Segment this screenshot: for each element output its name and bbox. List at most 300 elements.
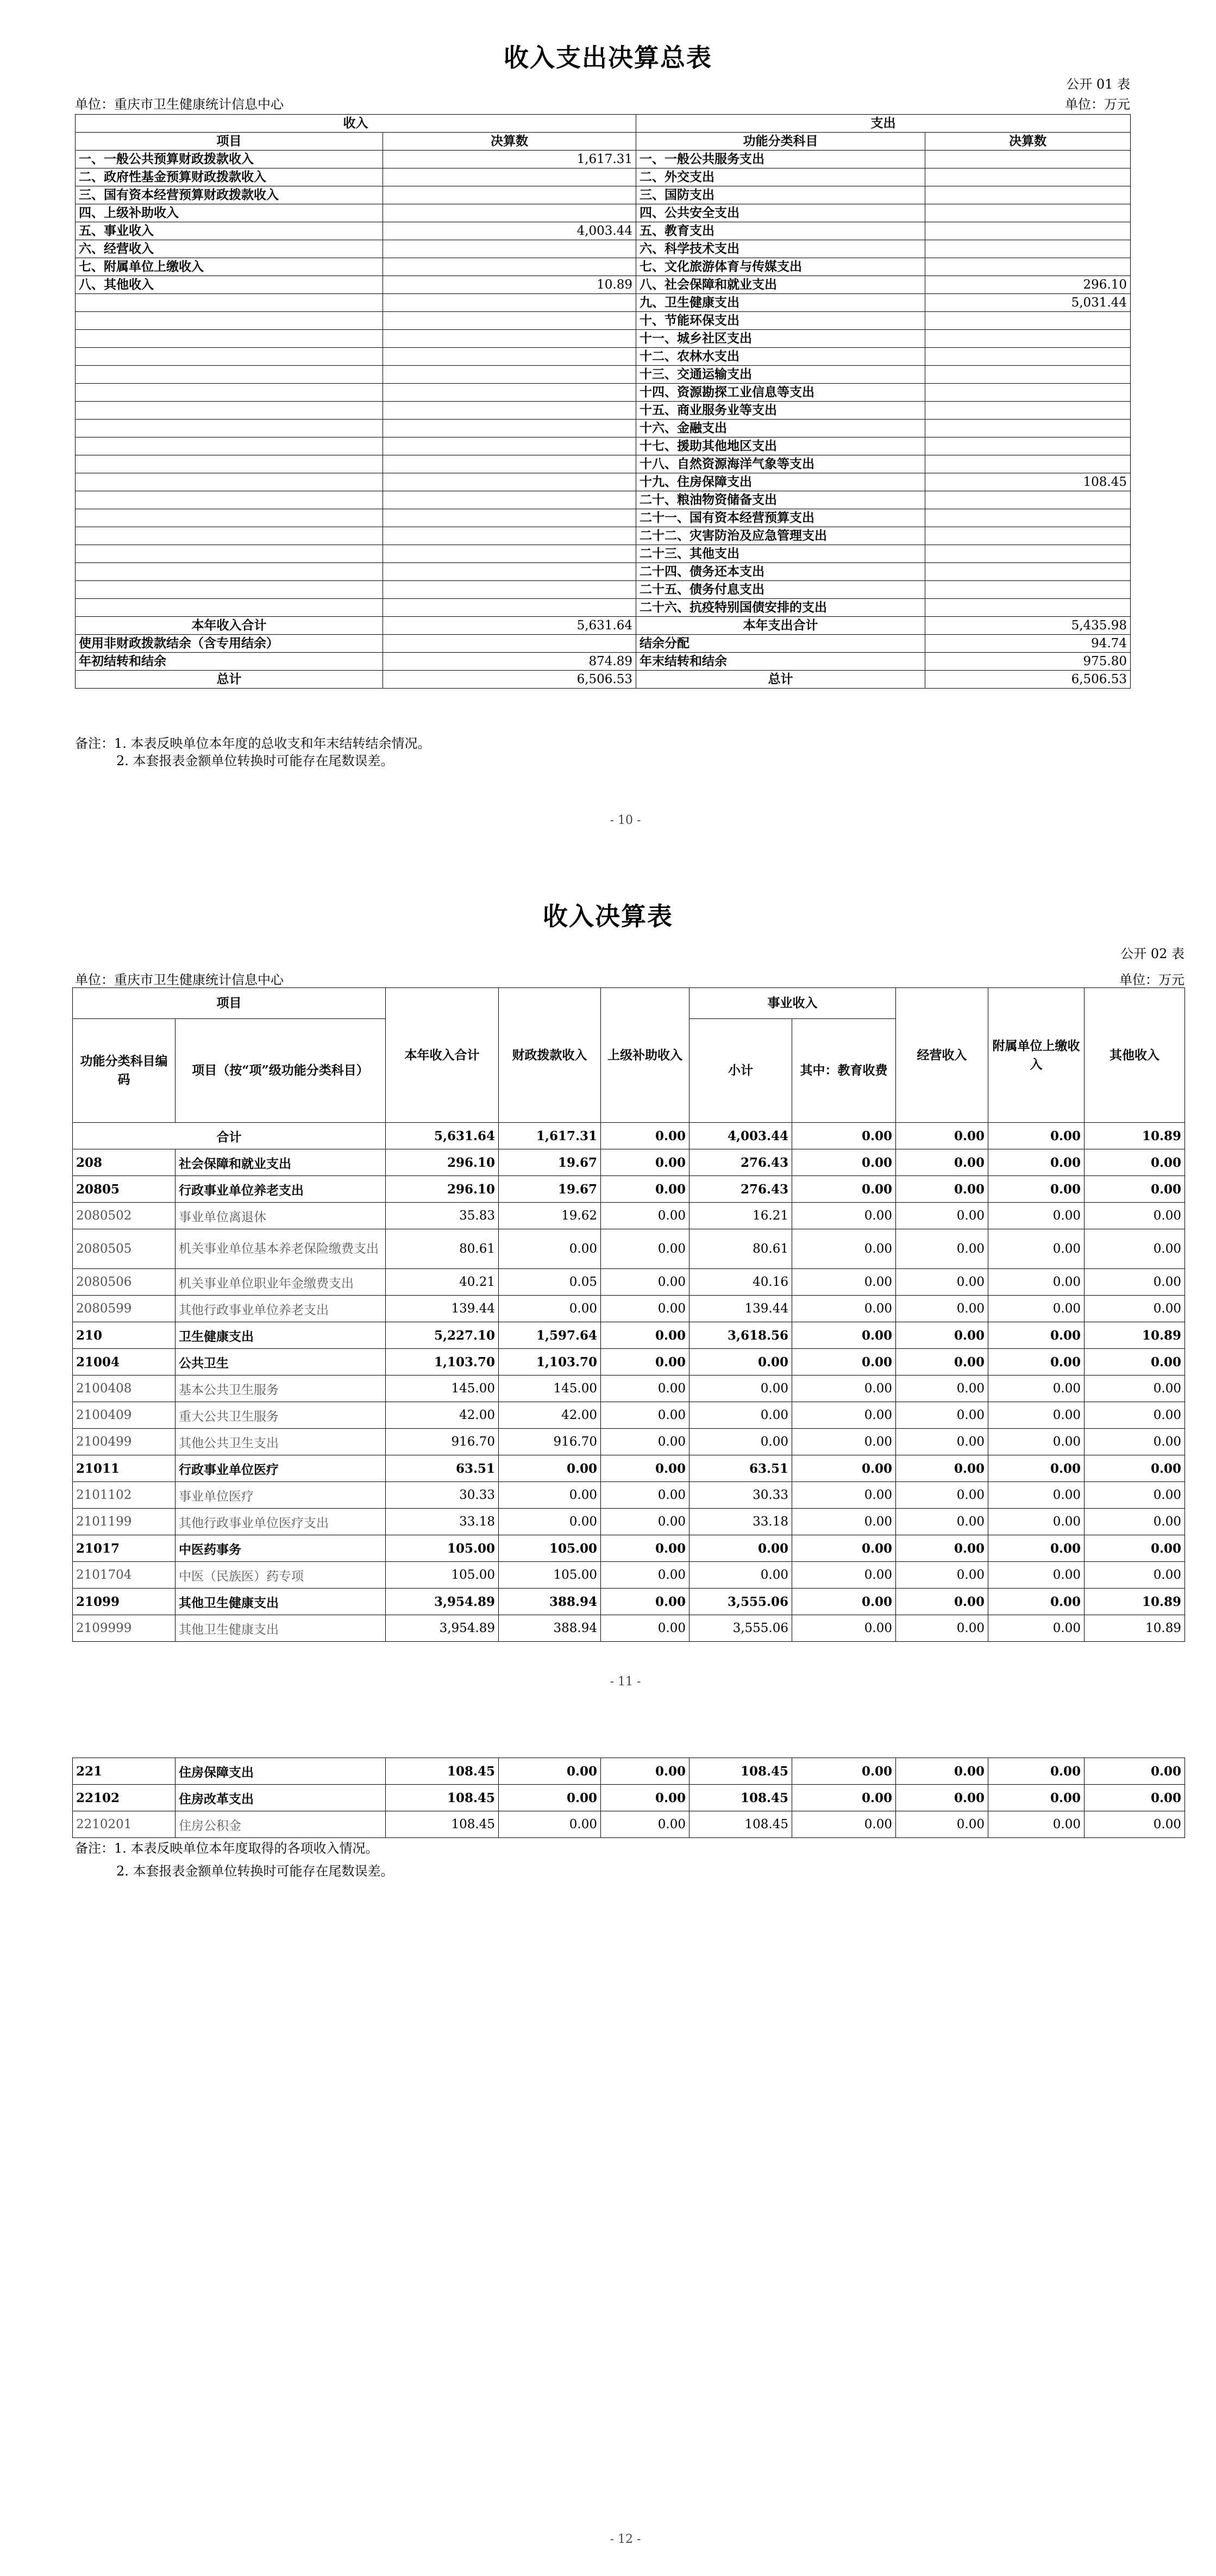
function-code: 2080505 [73, 1229, 175, 1269]
expense-item: 二十一、国有资本经营预算支出 [636, 509, 925, 527]
affiliate-income-value: 0.00 [988, 1589, 1085, 1615]
expense-amount [925, 509, 1131, 527]
expense-item: 十六、金融支出 [636, 420, 925, 437]
superior-subsidy-value: 0.00 [601, 1123, 690, 1149]
affiliate-income-value: 0.00 [988, 1535, 1085, 1562]
edu-fee-value: 0.00 [792, 1562, 896, 1589]
career-subtotal-value: 3,555.06 [690, 1615, 792, 1642]
other-income-value: 0.00 [1085, 1482, 1185, 1509]
summary-row [76, 455, 1131, 473]
superior-subsidy-value: 0.00 [601, 1562, 690, 1589]
expense-amount [925, 151, 1131, 168]
expense-item: 十三、交通运输支出 [636, 366, 925, 384]
summary-row [76, 491, 1131, 509]
total-income-value: 63.51 [386, 1455, 499, 1482]
edu-fee-value: 0.00 [792, 1176, 896, 1203]
income-item: 三、国有资本经营预算财政拨款收入 [76, 186, 383, 204]
total-income-value: 1,103.70 [386, 1349, 499, 1375]
function-code: 2080502 [73, 1203, 175, 1229]
fiscal-income-value: 0.00 [499, 1229, 601, 1269]
expense-item: 五、教育支出 [636, 222, 925, 240]
total-income-value: 3,954.89 [386, 1589, 499, 1615]
other-income-value: 0.00 [1085, 1203, 1185, 1229]
business-income-value: 0.00 [896, 1535, 988, 1562]
income-summary-label: 年初结转和结余 [76, 653, 383, 671]
other-income-value: 0.00 [1085, 1402, 1185, 1429]
item-header: 项目 [76, 133, 383, 151]
table-row [73, 1269, 1185, 1296]
income-item [76, 366, 383, 384]
expense-header: 支出 [636, 115, 1131, 133]
edu-fee-value: 0.00 [792, 1429, 896, 1455]
edu-fee-value: 0.00 [792, 1811, 896, 1838]
career-subtotal-value: 108.45 [690, 1758, 792, 1785]
function-name: 卫生健康支出 [175, 1322, 386, 1349]
function-code: 21004 [73, 1349, 175, 1375]
fiscal-income-value: 19.67 [499, 1176, 601, 1203]
edu-fee-value: 0.00 [792, 1375, 896, 1402]
summary-row [76, 437, 1131, 455]
career-subtotal-value: 108.45 [690, 1811, 792, 1838]
function-code: 2101102 [73, 1482, 175, 1509]
function-name: 机关事业单位职业年金缴费支出 [175, 1269, 386, 1296]
superior-subsidy-value: 0.00 [601, 1785, 690, 1811]
superior-subsidy-value: 0.00 [601, 1758, 690, 1785]
edu-fee-value: 0.00 [792, 1203, 896, 1229]
fiscal-income-value: 0.00 [499, 1758, 601, 1785]
superior-subsidy-value: 0.00 [601, 1322, 690, 1349]
table-row [73, 1176, 1185, 1203]
edu-fee-value: 0.00 [792, 1535, 896, 1562]
expense-summary-amount: 94.74 [925, 635, 1131, 653]
total-income-value: 3,954.89 [386, 1615, 499, 1642]
superior-subsidy-value: 0.00 [601, 1203, 690, 1229]
fiscal-income-value: 1,617.31 [499, 1123, 601, 1149]
career-subtotal-value: 30.33 [690, 1482, 792, 1509]
superior-subsidy-value: 0.00 [601, 1229, 690, 1269]
function-name: 机关事业单位基本养老保险缴费支出 [175, 1229, 386, 1269]
income-amount [383, 204, 636, 222]
page3-note-2: 2. 本套报表金额单位转换时可能存在尾数误差。 [116, 1864, 394, 1879]
page1-note-1: 备注：1. 本表反映单位本年度的总收支和年末结转结余情况。 [75, 736, 431, 751]
income-amount [383, 294, 636, 312]
fiscal-income-value: 145.00 [499, 1375, 601, 1402]
expense-amount [925, 168, 1131, 186]
edu-fee-value: 0.00 [792, 1402, 896, 1429]
business-income-value: 0.00 [896, 1811, 988, 1838]
total-income-value: 35.83 [386, 1203, 499, 1229]
function-name: 其他公共卫生支出 [175, 1429, 386, 1455]
income-amount [383, 258, 636, 276]
expense-item: 二、外交支出 [636, 168, 925, 186]
edu-fee-value: 0.00 [792, 1229, 896, 1269]
career-subtotal-value: 0.00 [690, 1429, 792, 1455]
affiliate-income-value: 0.00 [988, 1296, 1085, 1322]
other-income-value: 10.89 [1085, 1589, 1185, 1615]
income-item [76, 420, 383, 437]
income-item [76, 294, 383, 312]
summary-row [76, 312, 1131, 330]
edu-fee-value: 0.00 [792, 1509, 896, 1535]
amount2-header: 决算数 [925, 133, 1131, 151]
page3-note-1: 备注：1. 本表反映单位本年度取得的各项收入情况。 [75, 1841, 379, 1856]
expense-item: 一、一般公共服务支出 [636, 151, 925, 168]
page1-title: 收入支出决算总表 [504, 43, 712, 72]
table-row [73, 1455, 1185, 1482]
table-row [73, 1349, 1185, 1375]
function-name: 其他行政事业单位养老支出 [175, 1296, 386, 1322]
fiscal-income-value: 19.62 [499, 1203, 601, 1229]
income-amount: 4,003.44 [383, 222, 636, 240]
income-item [76, 330, 383, 348]
business-income-header: 经营收入 [896, 988, 988, 1123]
table-row [73, 1589, 1185, 1615]
total-income-value: 5,631.64 [386, 1123, 499, 1149]
total-income-value: 139.44 [386, 1296, 499, 1322]
function-code: 2100499 [73, 1429, 175, 1455]
income-item: 八、其他收入 [76, 276, 383, 294]
expense-summary-amount: 6,506.53 [925, 671, 1131, 689]
income-summary-amount: 6,506.53 [383, 671, 636, 689]
career-subtotal-value: 16.21 [690, 1203, 792, 1229]
edu-fee-value: 0.00 [792, 1785, 896, 1811]
affiliate-income-header: 附属单位上缴收入 [988, 988, 1085, 1123]
fiscal-income-value: 1,103.70 [499, 1349, 601, 1375]
income-item [76, 545, 383, 563]
summary-row [76, 240, 1131, 258]
career-subtotal-value: 0.00 [690, 1349, 792, 1375]
affiliate-income-value: 0.00 [988, 1123, 1085, 1149]
income-summary-amount [383, 635, 636, 653]
function-name: 行政事业单位养老支出 [175, 1176, 386, 1203]
summary-total-row [76, 671, 1131, 689]
superior-subsidy-value: 0.00 [601, 1811, 690, 1838]
summary-total-row [76, 653, 1131, 671]
expense-item: 十五、商业服务业等支出 [636, 402, 925, 420]
expense-item: 十二、农林水支出 [636, 348, 925, 366]
income-amount [383, 509, 636, 527]
summary-row [76, 151, 1131, 168]
total-income-value: 296.10 [386, 1149, 499, 1176]
function-code: 2101199 [73, 1509, 175, 1535]
affiliate-income-value: 0.00 [988, 1402, 1085, 1429]
income-item [76, 402, 383, 420]
page2-title: 收入决算表 [543, 902, 673, 931]
career-subtotal-value: 0.00 [690, 1535, 792, 1562]
income-item [76, 509, 383, 527]
income-item [76, 384, 383, 402]
income-amount: 1,617.31 [383, 151, 636, 168]
expense-amount: 5,031.44 [925, 294, 1131, 312]
edu-fee-header: 其中：教育收费 [792, 1019, 896, 1123]
expense-amount [925, 240, 1131, 258]
income-table-continued [72, 1758, 1185, 1838]
expense-summary-label: 本年支出合计 [636, 617, 925, 635]
page2-form-code: 公开 02 表 [1120, 946, 1184, 961]
income-item: 一、一般公共预算财政拨款收入 [76, 151, 383, 168]
function-code: 2080599 [73, 1296, 175, 1322]
income-amount [383, 312, 636, 330]
function-name: 中医（民族医）药专项 [175, 1562, 386, 1589]
other-income-header: 其他收入 [1085, 988, 1185, 1123]
career-subtotal-value: 3,555.06 [690, 1589, 792, 1615]
fiscal-income-value: 0.00 [499, 1811, 601, 1838]
fiscal-income-value: 0.00 [499, 1482, 601, 1509]
fiscal-income-value: 388.94 [499, 1589, 601, 1615]
expense-item: 二十、粮油物资储备支出 [636, 491, 925, 509]
superior-subsidy-value: 0.00 [601, 1429, 690, 1455]
table-row [73, 1482, 1185, 1509]
summary-row [76, 402, 1131, 420]
career-subtotal-value: 4,003.44 [690, 1123, 792, 1149]
expense-amount [925, 330, 1131, 348]
other-income-value: 0.00 [1085, 1455, 1185, 1482]
expense-amount [925, 437, 1131, 455]
career-subtotal-value: 0.00 [690, 1402, 792, 1429]
expense-item: 四、公共安全支出 [636, 204, 925, 222]
expense-item: 二十四、债务还本支出 [636, 563, 925, 581]
function-name: 住房改革支出 [175, 1785, 386, 1811]
code-header: 功能分类科目编码 [73, 1019, 175, 1123]
income-amount [383, 581, 636, 599]
expense-amount [925, 420, 1131, 437]
affiliate-income-value: 0.00 [988, 1429, 1085, 1455]
function-code: 21017 [73, 1535, 175, 1562]
function-name: 事业单位离退休 [175, 1203, 386, 1229]
career-subtotal-value: 276.43 [690, 1176, 792, 1203]
expense-amount: 296.10 [925, 276, 1131, 294]
function-name: 住房保障支出 [175, 1758, 386, 1785]
other-income-value: 0.00 [1085, 1149, 1185, 1176]
table-row [73, 1375, 1185, 1402]
table-row [73, 1402, 1185, 1429]
other-income-value: 10.89 [1085, 1615, 1185, 1642]
summary-row [76, 384, 1131, 402]
affiliate-income-value: 0.00 [988, 1349, 1085, 1375]
income-item [76, 455, 383, 473]
table-row [73, 1149, 1185, 1176]
expense-item: 二十六、抗疫特别国债安排的支出 [636, 599, 925, 617]
expense-item: 十八、自然资源海洋气象等支出 [636, 455, 925, 473]
affiliate-income-value: 0.00 [988, 1785, 1085, 1811]
fiscal-income-value: 0.00 [499, 1296, 601, 1322]
expense-item: 十九、住房保障支出 [636, 473, 925, 491]
expense-item: 九、卫生健康支出 [636, 294, 925, 312]
fiscal-income-value: 105.00 [499, 1562, 601, 1589]
summary-row [76, 186, 1131, 204]
summary-row [76, 599, 1131, 617]
function-code: 2100409 [73, 1402, 175, 1429]
table-row [73, 1811, 1185, 1838]
total-income-value: 40.21 [386, 1269, 499, 1296]
business-income-value: 0.00 [896, 1482, 988, 1509]
total-row-label: 合计 [73, 1123, 386, 1149]
edu-fee-value: 0.00 [792, 1615, 896, 1642]
total-income-value: 108.45 [386, 1811, 499, 1838]
subtotal-header: 小计 [690, 1019, 792, 1123]
edu-fee-value: 0.00 [792, 1349, 896, 1375]
fiscal-income-value: 0.00 [499, 1455, 601, 1482]
table-row [73, 1203, 1185, 1229]
expense-amount [925, 563, 1131, 581]
business-income-value: 0.00 [896, 1229, 988, 1269]
edu-fee-value: 0.00 [792, 1149, 896, 1176]
income-item: 六、经营收入 [76, 240, 383, 258]
income-amount [383, 527, 636, 545]
edu-fee-value: 0.00 [792, 1269, 896, 1296]
superior-subsidy-value: 0.00 [601, 1176, 690, 1203]
income-amount [383, 384, 636, 402]
business-income-value: 0.00 [896, 1269, 988, 1296]
superior-subsidy-value: 0.00 [601, 1402, 690, 1429]
affiliate-income-value: 0.00 [988, 1758, 1085, 1785]
affiliate-income-value: 0.00 [988, 1482, 1085, 1509]
edu-fee-value: 0.00 [792, 1296, 896, 1322]
expense-amount [925, 599, 1131, 617]
income-amount [383, 420, 636, 437]
affiliate-income-value: 0.00 [988, 1203, 1085, 1229]
edu-fee-value: 0.00 [792, 1758, 896, 1785]
income-amount [383, 473, 636, 491]
func-item-header: 功能分类科目 [636, 133, 925, 151]
function-name: 重大公共卫生服务 [175, 1402, 386, 1429]
income-item [76, 527, 383, 545]
edu-fee-value: 0.00 [792, 1123, 896, 1149]
function-name: 中医药事务 [175, 1535, 386, 1562]
page2-unit: 单位：重庆市卫生健康统计信息中心 [75, 972, 284, 987]
business-income-value: 0.00 [896, 1589, 988, 1615]
total-income-value: 296.10 [386, 1176, 499, 1203]
table-row [73, 1229, 1185, 1269]
income-amount [383, 402, 636, 420]
total-row [73, 1123, 1185, 1149]
business-income-value: 0.00 [896, 1455, 988, 1482]
income-amount [383, 491, 636, 509]
income-item [76, 348, 383, 366]
page1-note-2: 2. 本套报表金额单位转换时可能存在尾数误差。 [116, 753, 394, 768]
total-income-value: 145.00 [386, 1375, 499, 1402]
affiliate-income-value: 0.00 [988, 1562, 1085, 1589]
summary-row [76, 348, 1131, 366]
income-amount [383, 545, 636, 563]
expense-amount [925, 348, 1131, 366]
expense-amount [925, 402, 1131, 420]
summary-row [76, 204, 1131, 222]
page3-number: - 12 - [610, 2533, 641, 2546]
income-summary-label: 使用非财政拨款结余（含专用结余） [76, 635, 383, 653]
career-subtotal-value: 108.45 [690, 1785, 792, 1811]
expense-amount: 108.45 [925, 473, 1131, 491]
other-income-value: 0.00 [1085, 1535, 1185, 1562]
income-item [76, 599, 383, 617]
superior-subsidy-value: 0.00 [601, 1375, 690, 1402]
total-income-value: 80.61 [386, 1229, 499, 1269]
summary-row [76, 473, 1131, 491]
affiliate-income-value: 0.00 [988, 1149, 1085, 1176]
fiscal-income-value: 0.05 [499, 1269, 601, 1296]
career-subtotal-value: 139.44 [690, 1296, 792, 1322]
other-income-value: 0.00 [1085, 1349, 1185, 1375]
income-item: 二、政府性基金预算财政拨款收入 [76, 168, 383, 186]
career-subtotal-value: 0.00 [690, 1562, 792, 1589]
summary-row [76, 563, 1131, 581]
business-income-value: 0.00 [896, 1615, 988, 1642]
function-name: 基本公共卫生服务 [175, 1375, 386, 1402]
function-code: 210 [73, 1322, 175, 1349]
other-income-value: 0.00 [1085, 1269, 1185, 1296]
expense-item: 二十三、其他支出 [636, 545, 925, 563]
page1-number: - 10 - [610, 814, 641, 827]
business-income-value: 0.00 [896, 1785, 988, 1811]
expense-summary-label: 总计 [636, 671, 925, 689]
expense-amount [925, 527, 1131, 545]
career-subtotal-value: 3,618.56 [690, 1322, 792, 1349]
income-item [76, 312, 383, 330]
income-summary-label: 总计 [76, 671, 383, 689]
expense-amount [925, 258, 1131, 276]
summary-total-row [76, 617, 1131, 635]
income-amount [383, 186, 636, 204]
summary-row [76, 168, 1131, 186]
function-code: 21011 [73, 1455, 175, 1482]
summary-row [76, 330, 1131, 348]
expense-item: 三、国防支出 [636, 186, 925, 204]
income-summary-amount: 874.89 [383, 653, 636, 671]
expense-amount [925, 545, 1131, 563]
total-income-value: 916.70 [386, 1429, 499, 1455]
expense-amount [925, 186, 1131, 204]
business-income-value: 0.00 [896, 1429, 988, 1455]
career-income-header: 事业收入 [690, 988, 896, 1019]
income-amount [383, 437, 636, 455]
function-name: 社会保障和就业支出 [175, 1149, 386, 1176]
business-income-value: 0.00 [896, 1123, 988, 1149]
fiscal-income-value: 0.00 [499, 1785, 601, 1811]
income-item [76, 437, 383, 455]
function-code: 20805 [73, 1176, 175, 1203]
table-row [73, 1535, 1185, 1562]
fiscal-income-value: 105.00 [499, 1535, 601, 1562]
business-income-value: 0.00 [896, 1322, 988, 1349]
total-income-value: 105.00 [386, 1562, 499, 1589]
item-name-header: 项目（按“项”级功能分类科目） [175, 1019, 386, 1123]
expense-summary-label: 年末结转和结余 [636, 653, 925, 671]
affiliate-income-value: 0.00 [988, 1375, 1085, 1402]
income-amount: 10.89 [383, 276, 636, 294]
superior-subsidy-value: 0.00 [601, 1589, 690, 1615]
other-income-value: 0.00 [1085, 1296, 1185, 1322]
expense-summary-amount: 975.80 [925, 653, 1131, 671]
income-summary-label: 本年收入合计 [76, 617, 383, 635]
page1-form-code: 公开 01 表 [1066, 77, 1130, 92]
function-code: 2109999 [73, 1615, 175, 1642]
expense-item: 十、节能环保支出 [636, 312, 925, 330]
business-income-value: 0.00 [896, 1203, 988, 1229]
table-row [73, 1615, 1185, 1642]
business-income-value: 0.00 [896, 1402, 988, 1429]
function-name: 住房公积金 [175, 1811, 386, 1838]
expense-item: 七、文化旅游体育与传媒支出 [636, 258, 925, 276]
business-income-value: 0.00 [896, 1349, 988, 1375]
function-code: 2100408 [73, 1375, 175, 1402]
affiliate-income-value: 0.00 [988, 1229, 1085, 1269]
income-item: 五、事业收入 [76, 222, 383, 240]
page1-currency: 单位：万元 [1065, 97, 1130, 112]
superior-subsidy-value: 0.00 [601, 1509, 690, 1535]
function-code: 208 [73, 1149, 175, 1176]
other-income-value: 0.00 [1085, 1758, 1185, 1785]
career-subtotal-value: 0.00 [690, 1375, 792, 1402]
